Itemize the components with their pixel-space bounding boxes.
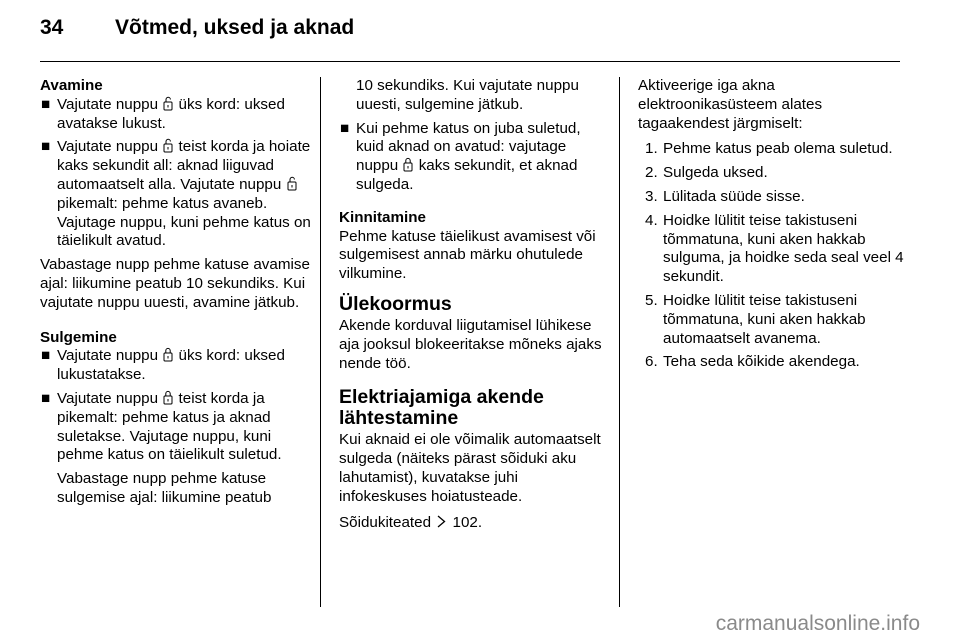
bullet-marker: ■ [41, 138, 51, 156]
unlock-icon [163, 96, 173, 111]
column-divider-2 [619, 77, 620, 607]
overload-paragraph: Akende korduval liigutamisel lühikese aja jooksul blokeeritakse mõneks ajaks nende töö. [339, 316, 602, 372]
closing-bullet-2 [40, 390, 315, 465]
opening-bullet-2 [40, 138, 315, 251]
step-item [638, 353, 913, 372]
bullet-text: teist korda ja pikemalt: pehme katus ja aknad suletakse. Vajutage nuppu, kuni pehme katus on täielikult suletud. [57, 389, 282, 464]
closing-continued-paragraph: 10 sekundiks. Kui vajutate nuppu uuesti, sulgemine jätkub. [356, 77, 579, 113]
cross-reference [339, 514, 607, 534]
step-item [638, 188, 913, 207]
step-item [638, 212, 913, 287]
step-number: 4. [645, 211, 658, 229]
closing-indent-paragraph: Vabastage nupp pehme katuse sulgemise ajal: liikumine peatub [57, 470, 272, 506]
opening-bullet-1 [40, 96, 315, 134]
page-title: Võtmed, uksed ja aknad [115, 16, 355, 39]
power-window-heading: Elektriajamiga akende lähtestamine [339, 386, 544, 430]
step-text: Teha seda kõikide akendega. [663, 353, 860, 371]
opening-heading: Avamine [40, 77, 103, 94]
step-text: Pehme katus peab olema suletud. [663, 140, 893, 158]
bullet-text: teist korda ja hoiate kaks sekundit all: aknad liiguvad automaatselt alla. Vajutate nuppu [57, 138, 311, 193]
column-3 [638, 77, 913, 377]
reference-label: Sõidukiteated [339, 513, 432, 531]
watermark: carmanualsonline.info [715, 612, 920, 635]
bullet-text: kaks sekundit, et aknad sulgeda. [356, 157, 578, 193]
column-2 [339, 77, 607, 540]
step-item [638, 292, 913, 348]
power-window-paragraph: Kui aknaid ei ole võimalik automaatselt sulgeda (näiteks pärast sõiduki aku lahutamist), kuvatakse juhi infokeskuses hoiatusteade. [339, 431, 601, 505]
unlock-icon [163, 138, 173, 153]
step-text: Lülitada süüde sisse. [663, 187, 805, 205]
bullet-marker: ■ [41, 95, 51, 113]
overload-heading: Ülekoormus [339, 292, 452, 315]
closing-heading: Sulgemine [40, 328, 117, 346]
bullet-text: Vajutate nuppu [57, 389, 159, 407]
bullet-text: üks kord: uksed lukustatakse. [57, 347, 285, 384]
column-divider-1 [320, 77, 321, 607]
unlock-icon [287, 176, 297, 191]
bullet-text: üks kord: uksed avatakse lukust. [57, 95, 285, 132]
step-number: 1. [645, 140, 658, 158]
lock-icon [403, 157, 413, 172]
column-1 [40, 77, 315, 513]
step-item [638, 164, 913, 183]
fasten-paragraph: Pehme katuse täielikust avamisest või sulgemisest annab märku ohutulede vilkumine. [339, 227, 596, 283]
lock-icon [163, 390, 173, 405]
step-item [638, 140, 913, 159]
opening-paragraph: Vabastage nupp pehme katuse avamise ajal: liikumine peatub 10 sekundiks. Kui vajutate nuppu uuesti, avamine jätkub. [40, 256, 310, 311]
lock-icon [163, 347, 173, 362]
activation-intro: Aktiveerige iga akna elektroonikasüsteem alates tagaakendest järgmiselt: [638, 77, 823, 132]
step-text: Hoidke lülitit teise takistuseni tõmmatuna, kuni aken hakkab sulguma, ja hoidke seda seal veel 4 sekundit. [663, 211, 904, 286]
closing-bullet-1 [40, 347, 315, 385]
page-reference-icon [437, 515, 446, 534]
bullet-text: Vajutate nuppu [57, 138, 159, 156]
bullet-marker: ■ [41, 347, 51, 365]
step-text: Hoidke lülitit teise takistuseni tõmmatuna, kuni aken hakkab automaatselt avanema. [663, 291, 866, 347]
step-text: Sulgeda uksed. [663, 164, 768, 182]
bullet-marker: ■ [41, 389, 51, 407]
fasten-heading: Kinnitamine [339, 208, 426, 226]
bullet-text: Vajutate nuppu [57, 95, 159, 113]
step-number: 6. [645, 353, 658, 371]
bullet-marker: ■ [340, 119, 350, 137]
header-divider [40, 61, 900, 62]
bullet-text: Kui pehme katus on juba suletud, kuid aknad on avatud: vajutage nuppu [356, 119, 581, 175]
step-number: 3. [645, 187, 658, 205]
closed-roof-bullet [339, 120, 607, 195]
step-number: 2. [645, 164, 658, 182]
step-number: 5. [645, 291, 658, 309]
bullet-text: Vajutate nuppu [57, 347, 159, 365]
bullet-text: pikemalt: pehme katus avaneb. Vajutage nuppu, kuni pehme katus on täielikult avatud. [57, 194, 311, 250]
reference-page[interactable]: 102. [452, 513, 483, 531]
page-number: 34 [40, 16, 64, 39]
